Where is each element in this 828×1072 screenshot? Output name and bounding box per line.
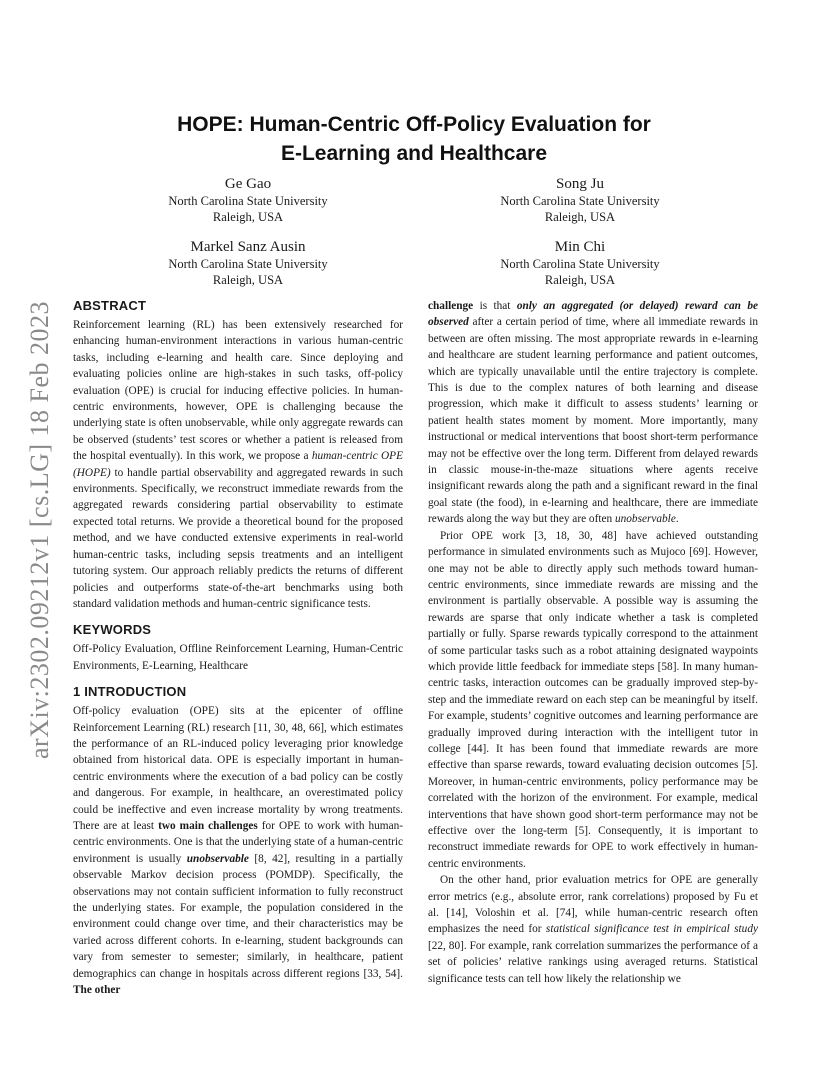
intro-r1-bolditalic: only an aggregated (or delayed) reward can be observed — [428, 300, 758, 329]
author-name: Song Ju — [556, 176, 604, 192]
right-column — [428, 298, 758, 987]
left-column — [73, 298, 403, 998]
intro-r3-a: On the other hand, prior evaluation metrics for OPE are generally error metrics (e.g., absolute error, rank correlations) proposed by Fu et al. [14], Voloshin et al. [74], while human-centric research often emphasizes the need for — [428, 874, 758, 936]
author-affiliation: North Carolina State University — [168, 194, 328, 208]
author-name: Markel Sanz Ausin — [190, 239, 306, 255]
author-block-3 — [98, 238, 398, 288]
intro-paragraph-1 — [73, 703, 403, 998]
intro-p1-a: Off-policy evaluation (OPE) sits at the epicenter of offline Reinforcement Learning (RL) research [11, 30, 48, 66], which estimates the performance of an RL-induced policy leveraging prior knowledge obtained from historical data. OPE is especially important in human-centric environments where the execution of a bad policy can be costly and dangerous. For example, in healthcare, an overestimated policy could be ineffective and even increase mortality by wrong treatments. There are at least — [73, 705, 403, 832]
author-name: Min Chi — [554, 239, 606, 255]
intro-r1-b: after a certain period of time, where all immediate rewards in between are often missing. The most appropriate rewards in e-learning and healthcare are student learning performance and patient outcomes, which are typically unavailable until the entire trajectory is complete. This is due to the complex natures of both learning and disease progression, which make it difficult to assess students’ learning or patient health states moment by moment. More importantly, many instructional or medical interventions that boost short-term performance may not be effective over the long term. Different from delayed rewards in classic mouse-in-the-maze situations where agents receive insignificant rewards along the path and a significant reward in the final goal state (the food), in e-learning and healthcare, there are immediate rewards along the way but they are often — [428, 316, 758, 526]
abstract-heading: ABSTRACT — [73, 298, 147, 313]
intro-r3-em: statistical significance test in empirical study — [545, 923, 758, 936]
intro-r1-a: is that — [473, 300, 517, 312]
intro-heading: 1 INTRODUCTION — [73, 684, 187, 700]
title-line-2: E-Learning and Healthcare — [280, 142, 548, 165]
author-block-4 — [430, 238, 730, 288]
author-location: Raleigh, USA — [212, 273, 284, 287]
intro-r1-c: . — [675, 513, 679, 526]
intro-p1-bold1: two main challenges — [158, 819, 258, 832]
abstract-text-em: human-centric OPE (HOPE) — [73, 450, 403, 479]
intro-r1-em: unobservable — [614, 513, 676, 526]
intro-p1-c: [8, 42], resulting in a partially observable Markov decision process (POMDP). Specifically, the observations may not contain sufficient information to fully reconstruct the underlying states. For example, the population considered in the environment could change over time, and their characteristics may be varied across different cohorts. In e-learning, student backgrounds can vary from semester to semester; similarly, in healthcare, patient demographics can change in hospitals across different regions [33, 54]. — [73, 852, 403, 980]
author-location: Raleigh, USA — [212, 210, 284, 224]
keywords-heading: KEYWORDS — [73, 622, 152, 638]
author-block-1 — [98, 175, 398, 225]
author-location: Raleigh, USA — [544, 273, 616, 287]
paper-title — [0, 110, 828, 168]
abstract-body — [73, 317, 403, 612]
abstract-text-a: Reinforcement learning (RL) has been extensively researched for enhancing human-environment interactions in various human-centric tasks, including e-learning and health care. Since deploying and evaluating policies online are high-stakes in such tasks, off-policy evaluation (OPE) is crucial for inducing effective policies. In human-centric environments, however, OPE is challenging because the underlying state is often unobservable, while only aggregate rewards can be observed (students’ test scores or whether a patient is released from the hospital eventually). In this work, we propose a — [73, 319, 403, 463]
author-affiliation: North Carolina State University — [168, 257, 328, 271]
arxiv-stamp — [20, 300, 60, 760]
author-name: Ge Gao — [224, 176, 272, 192]
intro-paragraph-2: Prior OPE work [3, 18, 30, 48] have achieved outstanding performance in simulated environments such as Mujoco [69]. However, one may not be able to directly apply such methods toward human-centric environments, since immediate rewards are missing and the environment is partially observable. A possible way is assuming the rewards are sparse that only indicate whether a task is completed partially or fully. Sparse rewards typically correspond to the attainment of some particular tasks such as a robot attaining designated waypoints which provide little feedback for immediate steps [58]. In many human-centric tasks, interaction outcomes can be gradually improved step-by-step and the immediate reward on each step can be meaningful by itself. For example, students’ cognitive outcomes and learning performance are gradually improved during interaction with the intelligent tutor in college [44]. It has been found that immediate rewards are more effective than sparse rewards, toward evaluating decision outcomes [5]. Moreover, in human-centric environments, policy performance may be correlated with the horizon of the environment. For example, medical interventions that have shown good short-term performance may not be effective over the long-term [5]. Consequently, it is important to reconstruct immediate rewards for OPE to work effectively in human-centric environments. — [428, 529, 758, 870]
intro-paragraph-3 — [428, 872, 758, 987]
keywords-body: Off-Policy Evaluation, Offline Reinforcement Learning, Human-Centric Environments, E-Learning, Healthcare — [73, 643, 403, 672]
intro-p1-bold2: The other — [73, 984, 121, 997]
intro-paragraph-1-cont — [428, 298, 758, 528]
arxiv-stamp-text: arXiv:2302.09212v1 [cs.LG] 18 Feb 2023 — [25, 300, 54, 760]
intro-p1-bolditalic: unobservable — [186, 852, 249, 865]
author-block-2 — [430, 175, 730, 225]
author-affiliation: North Carolina State University — [500, 257, 660, 271]
author-affiliation: North Carolina State University — [500, 194, 660, 208]
author-location: Raleigh, USA — [544, 210, 616, 224]
intro-p1-b: for OPE to work with human-centric environments. One is that the underlying state of a human-centric environment is usually — [73, 819, 403, 865]
abstract-text-b: to handle partial observability and aggregated rewards in such environments. Specifically, we reconstruct immediate rewards from the aggregated rewards considering partial observability to estimate expected total returns. We provide a theoretical bound for the proposed method, and we have conducted extensive experiments in real-world human-centric tasks, including sepsis treatments and an intelligent tutoring system. Our approach reliably predicts the returns of different policies and outperforms state-of-the-art benchmarks using both standard validation methods and human-centric significance tests. — [73, 466, 403, 610]
title-line-1: HOPE: Human-Centric Off-Policy Evaluation for — [177, 113, 651, 136]
intro-r1-bold: challenge — [428, 300, 474, 312]
intro-r3-b: [22, 80]. For example, rank correlation summarizes the performance of a set of policies’ relative rankings using averaged returns. Statistical significance tests can tell how likely the relationship we — [428, 939, 758, 985]
